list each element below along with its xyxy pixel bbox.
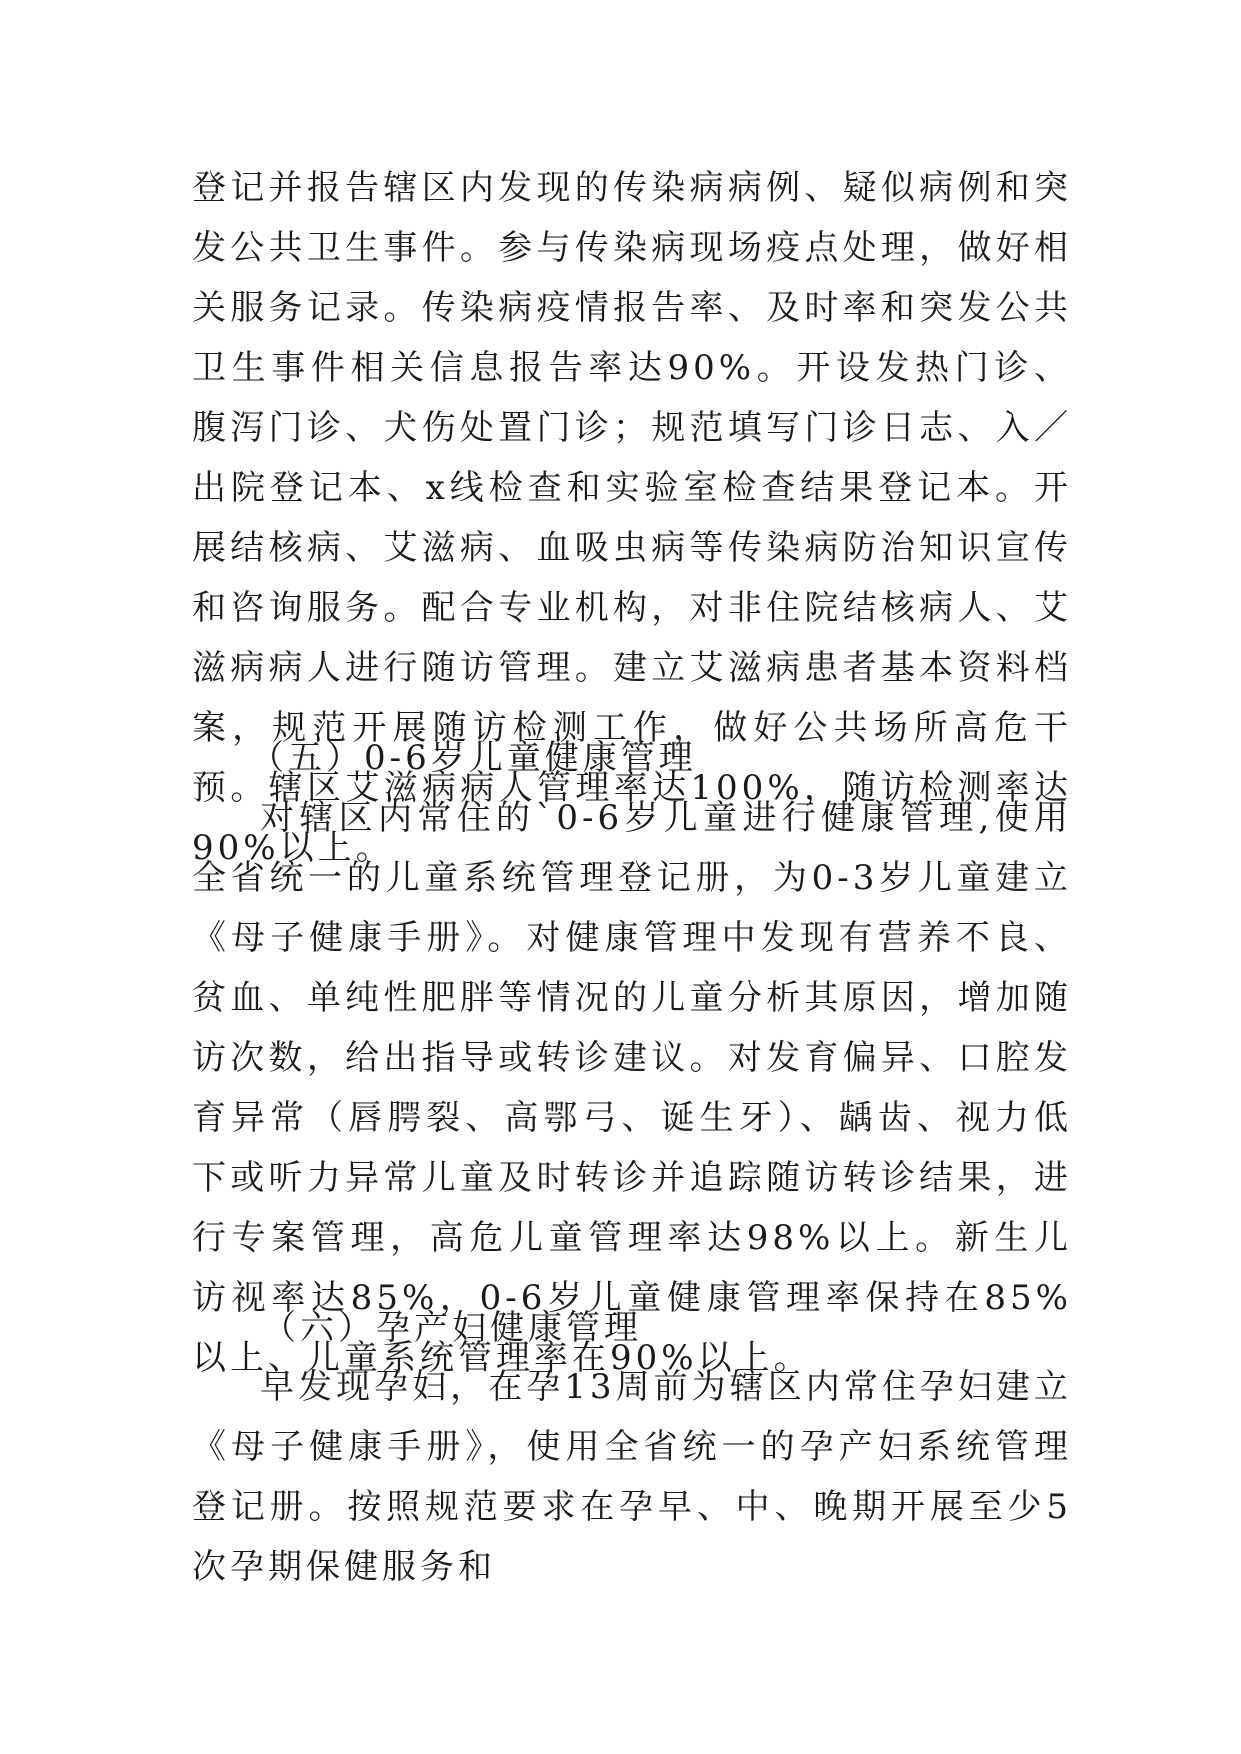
section-heading-child-health: （五）0-6岁儿童健康管理 [250, 738, 697, 778]
section-heading-maternal-health: （六）孕产妇健康管理 [262, 1308, 642, 1348]
paragraph-maternal-health: 早发现孕妇，在孕13周前为辖区内常住孕妇建立《母子健康手册》，使用全省统一的孕产妇系统管理登记册。按照规范要求在孕早、中、晚期开展至少5次孕期保健服务和 [192, 1367, 1072, 1587]
paragraph-infectious-disease: 登记并报告辖区内发现的传染病病例、疑似病例和突发公共卫生事件。参与传染病现场疫点处理，做好相关服务记录。传染病疫情报告率、及时率和突发公共卫生事件相关信息报告率达90%。开设发热门诊、腹泻门诊、犬伤处置门诊；规范填写门诊日志、入／出院登记本、x线检查和实验室检查结果登记本。开展结核病、艾滋病、血吸虫病等传染病防治知识宣传和咨询服务。配合专业机构，对非住院结核病人、艾滋病病人进行随访管理。建立艾滋病患者基本资料档案，规范开展随访检测工作，做好公共场所高危干预。辖区艾滋病病人管理率达100%，随访检测率达90%以上。 [192, 168, 1072, 868]
paragraph-child-health: 对辖区内常住的`0-6岁儿童进行健康管理,使用全省统一的儿童系统管理登记册，为0-3岁儿童建立《母子健康手册》。对健康管理中发现有营养不良、贫血、单纯性肥胖等情况的儿童分析其原因，增加随访次数，给出指导或转诊建议。对发育偏异、口腔发育异常（唇腭裂、高鄂弓、诞生牙）、龋齿、视力低下或听力异常儿童及时转诊并追踪随访转诊结果，进行专案管理，高危儿童管理率达98%以上。新生儿访视率达85%，0-6岁儿童健康管理率保持在85%以上、儿童系统管理率在90%以上。 [192, 798, 1072, 1378]
